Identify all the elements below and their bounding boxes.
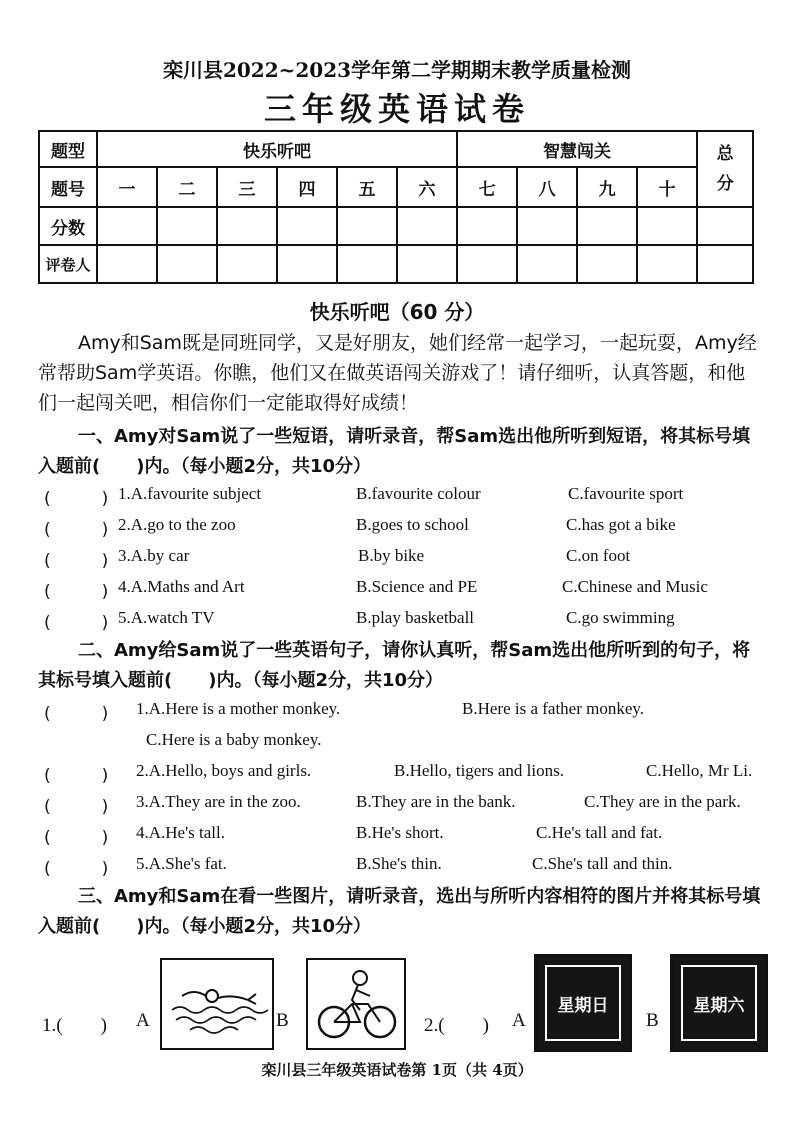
grader-cell[interactable] — [697, 245, 753, 283]
grader-cell[interactable] — [337, 245, 397, 283]
question-number: 五 — [337, 167, 397, 207]
option-a: 4.A.He's tall. — [136, 823, 225, 842]
grader-cell[interactable] — [517, 245, 577, 283]
score-cell[interactable] — [217, 207, 277, 245]
total-label: 总分 — [716, 144, 734, 194]
answer-blank[interactable]: ( ) — [44, 613, 109, 633]
option-a: 3.A.They are in the zoo. — [136, 792, 301, 811]
question-number: 八 — [517, 167, 577, 207]
question-number: 六 — [397, 167, 457, 207]
option-a: 2.A.go to the zoo — [118, 515, 236, 534]
score-cell[interactable] — [277, 207, 337, 245]
part2-question-3 — [38, 792, 768, 822]
question-number: 三 — [217, 167, 277, 207]
score-cell[interactable] — [157, 207, 217, 245]
swimmer-icon — [162, 960, 272, 1048]
option-a: 5.A.watch TV — [118, 608, 215, 627]
option-b: B.play basketball — [356, 608, 475, 627]
score-cell[interactable] — [637, 207, 697, 245]
grader-cell[interactable] — [97, 245, 157, 283]
q1-option-b-label: B — [276, 1010, 289, 1031]
grader-cell[interactable] — [637, 245, 697, 283]
option-b: B.They are in the bank. — [356, 792, 516, 811]
option-a: 1.A.Here is a mother monkey. — [136, 699, 341, 718]
total-score-cell[interactable] — [697, 207, 753, 245]
day-card-a[interactable] — [534, 954, 632, 1052]
section-intro: Amy和Sam既是同班同学，又是好朋友，她们经常一起学习，一起玩耍，Amy经常帮助Sam学英语。你瞧，他们又在做英语闯关游戏了！请仔细听，认真答题，和他们一起闯关吧，相信你们一定能取得好成绩！ — [38, 332, 757, 414]
part2-question-5 — [38, 854, 768, 884]
answer-blank[interactable]: ( ) — [44, 582, 109, 602]
grader-cell[interactable] — [157, 245, 217, 283]
exam-header-title: 栾川县2022~2023学年第二学期期末教学质量检测 — [162, 58, 632, 82]
row-label-score: 分数 — [39, 207, 97, 245]
option-b: B.favourite colour — [356, 484, 481, 503]
cyclist-picture[interactable] — [306, 958, 406, 1050]
part1-question-1 — [38, 484, 768, 514]
option-b: B.Science and PE — [356, 577, 478, 596]
part1-question-2 — [38, 515, 768, 545]
answer-blank[interactable]: ( ) — [44, 766, 109, 786]
row-label-number: 题号 — [39, 167, 97, 207]
option-c: C.Chinese and Music — [562, 577, 708, 596]
option-b: B.He's short. — [356, 823, 444, 842]
score-cell[interactable] — [577, 207, 637, 245]
option-c: C.They are in the park. — [584, 792, 741, 811]
question-number: 九 — [577, 167, 637, 207]
q2-option-a-label: A — [512, 1010, 526, 1031]
grader-cell[interactable] — [577, 245, 637, 283]
part2-question-1 — [38, 699, 768, 729]
part3-heading: 三、Amy和Sam在看一些图片，请听录音，选出与所听内容相符的图片并将其标号填入题前( )内。（每小题2分，共10分） — [38, 886, 761, 937]
question-number: 一 — [97, 167, 157, 207]
option-c: C.favourite sport — [568, 484, 684, 503]
exam-subject-title: 三年级英语试卷 — [263, 90, 530, 128]
answer-blank[interactable]: ( ) — [44, 489, 109, 509]
question-number: 四 — [277, 167, 337, 207]
row-label-type: 题型 — [39, 131, 97, 167]
answer-blank[interactable]: ( ) — [44, 797, 109, 817]
group-wisdom: 智慧闯关 — [457, 131, 697, 167]
option-a: 4.A.Maths and Art — [118, 577, 245, 596]
grader-cell[interactable] — [457, 245, 517, 283]
option-c: C.He's tall and fat. — [536, 823, 663, 842]
part2-question-1-option-c — [38, 730, 768, 760]
option-c: C.on foot — [566, 546, 631, 565]
option-c: C.She's tall and thin. — [532, 854, 673, 873]
part1-question-4 — [38, 577, 768, 607]
option-a: 5.A.She's fat. — [136, 854, 227, 873]
grader-cell[interactable] — [217, 245, 277, 283]
group-happy-listening: 快乐听吧 — [97, 131, 457, 167]
answer-blank[interactable]: ( ) — [44, 704, 109, 724]
q1-option-a-label: A — [136, 1010, 150, 1031]
swimmer-picture[interactable] — [160, 958, 274, 1050]
question-number: 十 — [637, 167, 697, 207]
option-c: C.Hello, Mr Li. — [646, 761, 753, 780]
score-cell[interactable] — [337, 207, 397, 245]
score-table — [38, 130, 754, 284]
option-b: B.by bike — [358, 546, 425, 565]
answer-blank[interactable]: ( ) — [44, 520, 109, 540]
question-number: 二 — [157, 167, 217, 207]
option-c: C.go swimming — [566, 608, 675, 627]
part2-heading: 二、Amy给Sam说了一些英语句子，请你认真听，帮Sam选出他所听到的句子，将其标号填入题前( )内。（每小题2分，共10分） — [38, 640, 751, 691]
answer-blank[interactable]: ( ) — [44, 859, 109, 879]
q2-option-b-label: B — [646, 1010, 659, 1031]
score-cell[interactable] — [517, 207, 577, 245]
section-title: 快乐听吧（60 分） — [309, 300, 485, 324]
part1-question-5 — [38, 608, 768, 638]
answer-blank[interactable]: ( ) — [44, 828, 109, 848]
option-c: C.has got a bike — [566, 515, 676, 534]
q2-label: 2.( ) — [424, 1015, 489, 1036]
grader-cell[interactable] — [397, 245, 457, 283]
option-b: B.Hello, tigers and lions. — [394, 761, 564, 780]
answer-blank[interactable]: ( ) — [44, 551, 109, 571]
total-score-header — [697, 131, 753, 207]
day-card-b-text: 星期六 — [681, 965, 757, 1041]
day-card-a-text: 星期日 — [545, 965, 621, 1041]
option-b: B.She's thin. — [356, 854, 442, 873]
option-b: B.goes to school — [356, 515, 469, 534]
grader-cell[interactable] — [277, 245, 337, 283]
score-cell[interactable] — [457, 207, 517, 245]
score-cell[interactable] — [397, 207, 457, 245]
q1-label: 1.( ) — [42, 1015, 107, 1036]
part1-heading: 一、Amy对Sam说了一些短语，请听录音，帮Sam选出他所听到短语，将其标号填入题前( )内。（每小题2分，共10分） — [38, 426, 751, 477]
question-number: 七 — [457, 167, 517, 207]
option-a: 1.A.favourite subject — [118, 484, 262, 503]
part2-question-2 — [38, 761, 768, 791]
page-footer: 栾川县三年级英语试卷第 1页（共 4页） — [261, 1061, 533, 1079]
option-c: C.Here is a baby monkey. — [146, 730, 322, 749]
part1-question-3 — [38, 546, 768, 576]
option-a: 2.A.Hello, boys and girls. — [136, 761, 312, 780]
row-label-grader: 评卷人 — [39, 245, 97, 283]
cyclist-icon — [308, 960, 404, 1048]
score-cell[interactable] — [97, 207, 157, 245]
option-a: 3.A.by car — [118, 546, 190, 565]
option-b: B.Here is a father monkey. — [462, 699, 645, 718]
day-card-b[interactable] — [670, 954, 768, 1052]
part2-question-4 — [38, 823, 768, 853]
